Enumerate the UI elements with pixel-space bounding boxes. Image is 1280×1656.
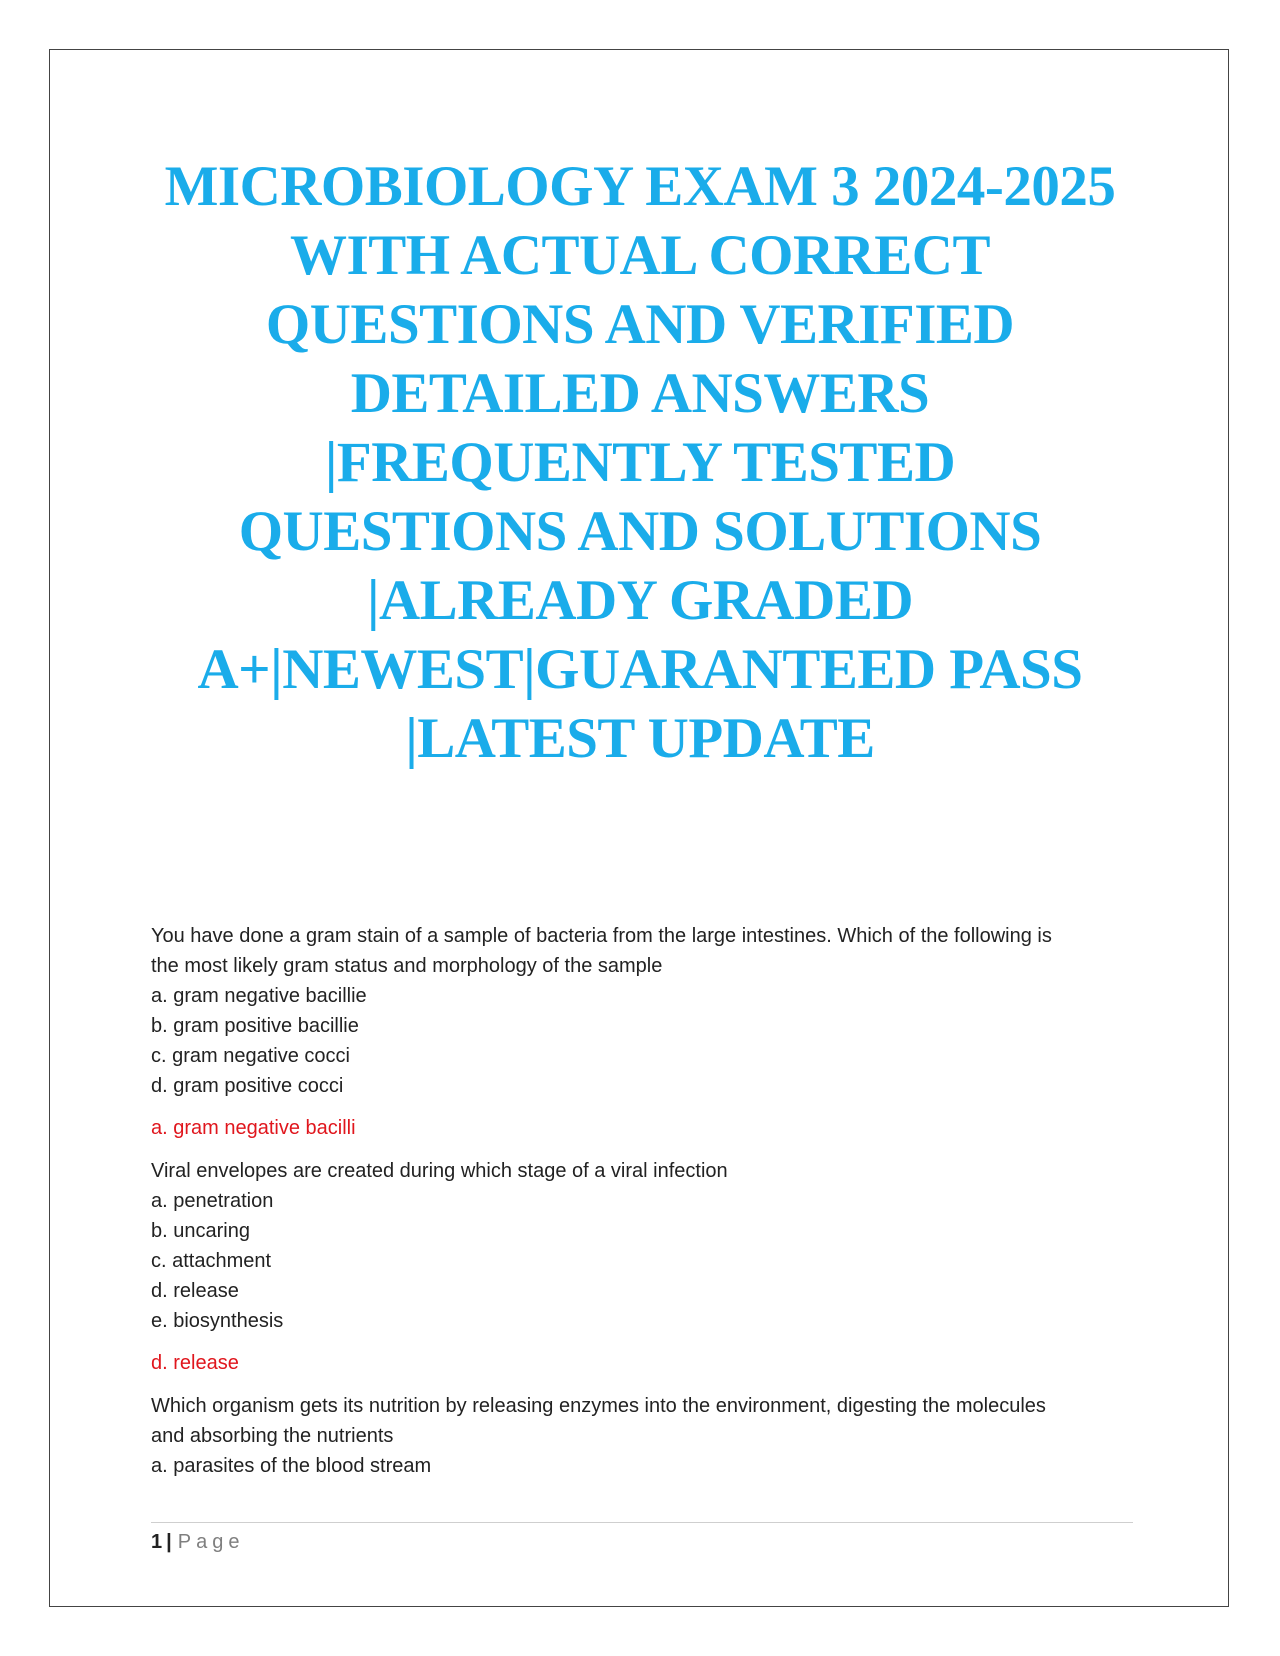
question-stem: the most likely gram status and morphology of the sample (151, 955, 663, 977)
answer-option: b. gram positive bacillie (151, 1015, 359, 1037)
answer-option: a. penetration (151, 1190, 274, 1212)
answer-option: a. gram negative bacillie (151, 985, 367, 1007)
document-title (110, 152, 1170, 773)
title-line: |ALREADY GRADED (366, 569, 914, 632)
correct-answer: d. release (151, 1352, 239, 1374)
title-line: WITH ACTUAL CORRECT (290, 224, 990, 287)
footer-separator: | (166, 1531, 172, 1553)
title-line: A+|NEWEST|GUARANTEED PASS (197, 638, 1083, 701)
question-stem: and absorbing the nutrients (151, 1425, 394, 1447)
question-2 (151, 1156, 1131, 1336)
answer-option: c. gram negative cocci (151, 1045, 350, 1067)
correct-answer: a. gram negative bacilli (151, 1117, 356, 1139)
page-number: 1 (151, 1531, 163, 1553)
page-footer (151, 1528, 244, 1556)
title-line: QUESTIONS AND VERIFIED (265, 293, 1015, 356)
answer-option: a. parasites of the blood stream (151, 1455, 432, 1477)
question-3 (151, 1391, 1131, 1481)
title-line: |LATEST UPDATE (405, 707, 875, 770)
title-line: MICROBIOLOGY EXAM 3 2024-2025 (164, 155, 1116, 218)
page-label: Page (177, 1531, 245, 1553)
footer-divider (151, 1522, 1133, 1523)
answer-option: c. attachment (151, 1250, 272, 1272)
title-line: QUESTIONS AND SOLUTIONS (238, 500, 1042, 563)
question-1 (151, 921, 1131, 1101)
answer-option: e. biosynthesis (151, 1310, 284, 1332)
answer-option: d. gram positive cocci (151, 1075, 344, 1097)
question-stem: You have done a gram stain of a sample of bacteria from the large intestines. Which of the following is (151, 925, 1052, 947)
title-line: DETAILED ANSWERS (350, 362, 930, 425)
question-stem: Viral envelopes are created during which stage of a viral infection (151, 1160, 728, 1182)
answer-option: d. release (151, 1280, 239, 1302)
title-line: |FREQUENTLY TESTED (324, 431, 956, 494)
question-list (151, 921, 1131, 1481)
question-stem: Which organism gets its nutrition by releasing enzymes into the environment, digesting the molecules (151, 1395, 1046, 1417)
answer-option: b. uncaring (151, 1220, 250, 1242)
